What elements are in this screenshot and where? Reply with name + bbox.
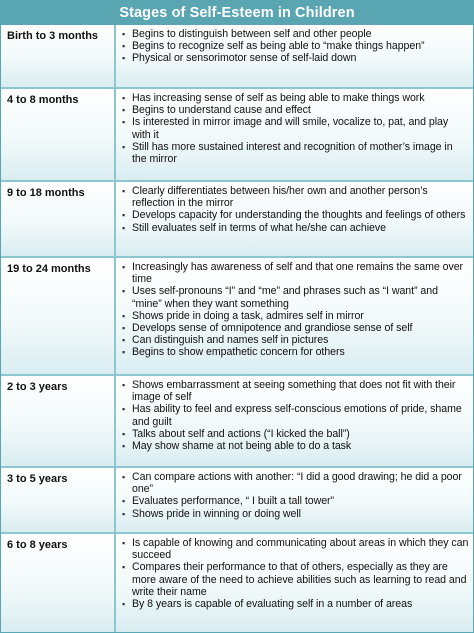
bullet-icon: ▪ [122,117,126,128]
list-item: ▪ Begins to show empathetic concern for others [122,346,345,359]
bullet-icon: ▪ [122,222,126,233]
list-item: ▪ Is capable of knowing and communicating about areas in which they can succeed [122,537,469,562]
list-item: ▪ Begins to recognize self as being able to “make things happen” [122,40,425,53]
bullet-icon: ▪ [122,496,126,507]
bullet-icon: ▪ [122,380,126,390]
bullet-icon: ▪ [122,347,126,358]
list-item: ▪ Increasingly has awareness of self and that one remains the same over time [122,261,464,286]
bullet-icon: ▪ [122,472,126,482]
bullet-icon: ▪ [122,210,126,221]
list-item: ▪ By 8 years is capable of evaluating self in a number of areas [122,598,413,611]
list-item: ▪ Has increasing sense of self as being able to make things work [122,92,425,104]
bullet-icon: ▪ [122,335,126,346]
bullet-icon: ▪ [122,286,126,297]
bullet-icon: ▪ [122,262,126,272]
bullet-icon: ▪ [122,105,126,116]
list-item: ▪ Still has more sustained interest and recognition of mother’s image in the mirror [122,140,453,166]
stage-items [116,376,473,466]
stage-row-3-5y [1,468,473,534]
list-item: ▪ Is interested in mirror image and will smile, vocalize to, pat, and play with it [122,116,449,141]
list-item: ▪ Talks about self and actions (“I kicked the ball”) [122,427,350,440]
bullet-icon: ▪ [122,29,126,39]
stage-row-4-8m [1,89,473,182]
list-item: ▪ Still evaluates self in terms of what he/she can achieve [122,221,386,234]
stage-items [116,258,473,374]
stage-row-birth-3m [1,25,473,89]
list-item: ▪ Clearly differentiates between his/her own and another person’s reflection in the mirror [122,185,428,210]
list-item: ▪ Physical or sensorimotor sense of self-laid down [122,52,357,65]
bullet-icon: ▪ [122,562,126,573]
list-item: ▪ Develops capacity for understanding the thoughts and feelings of others [122,209,466,222]
stage-items [116,534,473,632]
stage-items [116,468,473,532]
stage-items [116,25,473,87]
bullet-icon: ▪ [122,323,126,334]
list-item: ▪ Shows embarrassment at seeing something that does not fit with their image of self [122,379,456,404]
stage-age: 2 to 3 years [1,376,116,466]
list-item: ▪ Compares their performance to that of others, especially as they are more aware of the need to achieve abilities such as learning to read and write their name [122,561,467,598]
bullet-icon: ▪ [122,428,126,439]
list-item: ▪ Shows pride in doing a task, admires self in mirror [122,309,364,322]
stage-age: Birth to 3 months [1,25,116,87]
list-item: ▪ Shows pride in winning or doing well [122,507,301,520]
bullet-icon: ▪ [122,186,126,196]
bullet-icon: ▪ [122,41,126,52]
list-item: ▪ Has ability to feel and express self-conscious emotions of pride, shame and guilt [122,403,462,428]
list-item: ▪ Develops sense of omnipotence and grandiose sense of self [122,322,413,335]
list-item: ▪ Begins to understand cause and effect [122,104,311,117]
stage-age: 3 to 5 years [1,468,116,532]
bullet-icon: ▪ [122,93,126,103]
bullet-icon: ▪ [122,599,126,610]
list-item: ▪ Begins to distinguish between self and other people [122,28,372,40]
list-item: ▪ Evaluates performance, “ I built a tall tower” [122,495,335,508]
stage-age: 6 to 8 years [1,534,116,632]
bullet-icon: ▪ [122,441,126,452]
list-item: ▪ May show shame at not being able to do a task [122,440,352,453]
bullet-icon: ▪ [122,310,126,321]
bullet-icon: ▪ [122,508,126,519]
list-item: ▪ Uses self-pronouns “I” and “me” and phrases such as “I want” and “mine” when they want something [122,285,438,310]
bullet-icon: ▪ [122,404,126,415]
stage-row-2-3y [1,376,473,468]
stage-age: 4 to 8 months [1,89,116,180]
stage-age: 9 to 18 months [1,182,116,256]
stage-row-9-18m [1,182,473,258]
stage-items [116,89,473,180]
stage-row-6-8y [1,534,473,632]
stage-items [116,182,473,256]
bullet-icon: ▪ [122,141,126,152]
bullet-icon: ▪ [122,53,126,64]
table-title: Stages of Self-Esteem in Children [1,1,473,25]
stage-row-19-24m [1,258,473,376]
list-item: ▪ Can compare actions with another: “I did a good drawing; he did a poor one” [122,471,462,496]
list-item: ▪ Can distinguish and names self in pictures [122,334,329,347]
bullet-icon: ▪ [122,538,126,548]
stage-age: 19 to 24 months [1,258,116,374]
